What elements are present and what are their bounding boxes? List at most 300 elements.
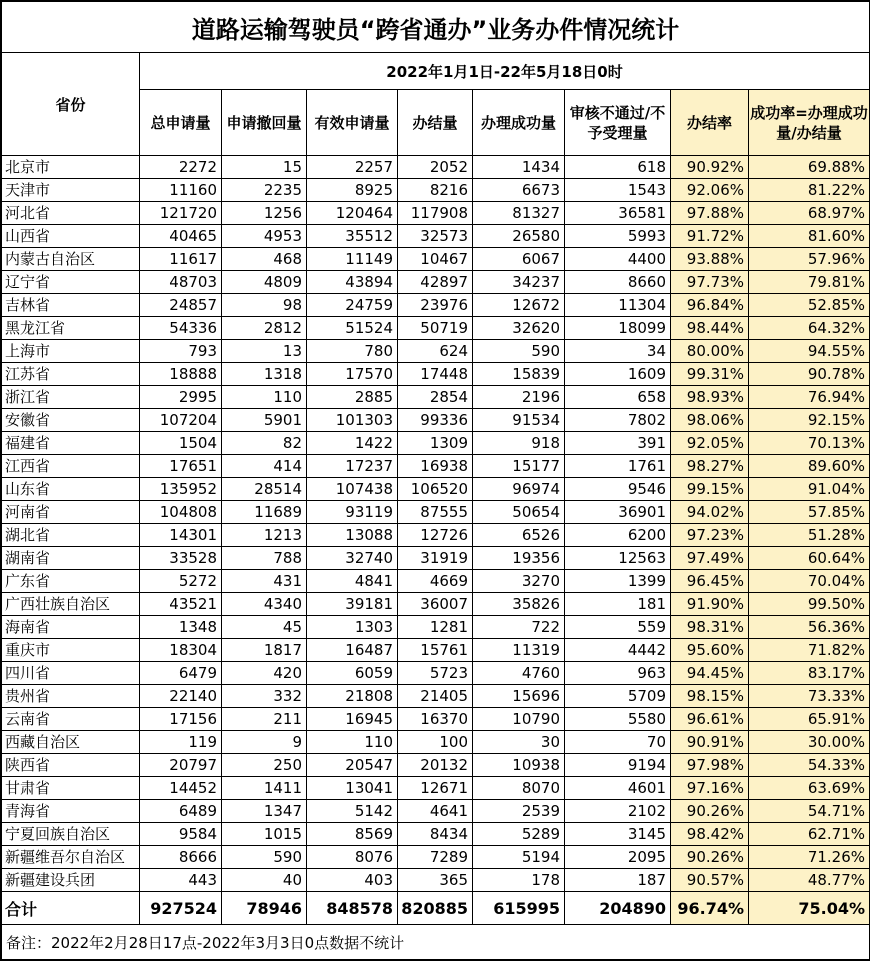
value-cell: 618 (565, 156, 671, 179)
value-cell: 15177 (473, 455, 565, 478)
value-cell: 76.94% (749, 386, 870, 409)
value-cell: 6200 (565, 524, 671, 547)
value-cell: 79.81% (749, 271, 870, 294)
value-cell: 4601 (565, 777, 671, 800)
value-cell: 468 (222, 248, 307, 271)
value-cell: 20797 (140, 754, 222, 777)
value-cell: 403 (307, 869, 398, 892)
value-cell: 8070 (473, 777, 565, 800)
value-cell: 8569 (307, 823, 398, 846)
value-cell: 6479 (140, 662, 222, 685)
value-cell: 106520 (398, 478, 473, 501)
total-label: 合计 (2, 892, 140, 925)
value-cell: 658 (565, 386, 671, 409)
value-cell: 21405 (398, 685, 473, 708)
value-cell: 4669 (398, 570, 473, 593)
table-row (2, 432, 870, 455)
value-cell: 48.77% (749, 869, 870, 892)
province-cell: 山东省 (2, 478, 140, 501)
value-cell: 98.31% (671, 616, 749, 639)
province-cell: 宁夏回族自治区 (2, 823, 140, 846)
value-cell: 43894 (307, 271, 398, 294)
value-cell: 1543 (565, 179, 671, 202)
value-cell: 91.72% (671, 225, 749, 248)
value-cell: 1347 (222, 800, 307, 823)
value-cell: 95.60% (671, 639, 749, 662)
value-cell: 99.31% (671, 363, 749, 386)
total-cell: 204890 (565, 892, 671, 925)
province-cell: 福建省 (2, 432, 140, 455)
value-cell: 98.42% (671, 823, 749, 846)
value-cell: 1213 (222, 524, 307, 547)
value-cell: 30 (473, 731, 565, 754)
table-row (2, 685, 870, 708)
value-cell: 722 (473, 616, 565, 639)
value-cell: 63.69% (749, 777, 870, 800)
province-cell: 重庆市 (2, 639, 140, 662)
value-cell: 590 (222, 846, 307, 869)
table-title: 道路运输驾驶员“跨省通办”业务办件情况统计 (2, 2, 870, 53)
table-row (2, 409, 870, 432)
value-cell: 96.84% (671, 294, 749, 317)
table-row (2, 800, 870, 823)
value-cell: 51524 (307, 317, 398, 340)
value-cell: 5993 (565, 225, 671, 248)
value-cell: 9 (222, 731, 307, 754)
value-cell: 91.04% (749, 478, 870, 501)
value-cell: 3145 (565, 823, 671, 846)
value-cell: 4809 (222, 271, 307, 294)
value-cell: 15 (222, 156, 307, 179)
value-cell: 9194 (565, 754, 671, 777)
value-cell: 135952 (140, 478, 222, 501)
value-cell: 31919 (398, 547, 473, 570)
value-cell: 90.78% (749, 363, 870, 386)
total-cell: 927524 (140, 892, 222, 925)
value-cell: 99.15% (671, 478, 749, 501)
value-cell: 100 (398, 731, 473, 754)
value-cell: 2235 (222, 179, 307, 202)
value-cell: 70 (565, 731, 671, 754)
value-cell: 2095 (565, 846, 671, 869)
value-cell: 107438 (307, 478, 398, 501)
value-cell: 4760 (473, 662, 565, 685)
value-cell: 101303 (307, 409, 398, 432)
value-cell: 119 (140, 731, 222, 754)
total-row (2, 892, 870, 925)
value-cell: 48703 (140, 271, 222, 294)
value-cell: 12726 (398, 524, 473, 547)
value-cell: 82 (222, 432, 307, 455)
value-cell: 19356 (473, 547, 565, 570)
table-row (2, 846, 870, 869)
value-cell: 69.88% (749, 156, 870, 179)
value-cell: 1411 (222, 777, 307, 800)
value-cell: 62.71% (749, 823, 870, 846)
value-cell: 6526 (473, 524, 565, 547)
value-cell: 7289 (398, 846, 473, 869)
value-cell: 1281 (398, 616, 473, 639)
table-row (2, 570, 870, 593)
value-cell: 36581 (565, 202, 671, 225)
value-cell: 110 (307, 731, 398, 754)
province-cell: 上海市 (2, 340, 140, 363)
value-cell: 97.49% (671, 547, 749, 570)
table-row (2, 248, 870, 271)
value-cell: 64.32% (749, 317, 870, 340)
value-cell: 5289 (473, 823, 565, 846)
value-cell: 98.44% (671, 317, 749, 340)
value-cell: 1609 (565, 363, 671, 386)
value-cell: 97.88% (671, 202, 749, 225)
value-cell: 11689 (222, 501, 307, 524)
value-cell: 26580 (473, 225, 565, 248)
value-cell: 18304 (140, 639, 222, 662)
value-cell: 4442 (565, 639, 671, 662)
value-cell: 54.33% (749, 754, 870, 777)
value-cell: 97.16% (671, 777, 749, 800)
value-cell: 94.45% (671, 662, 749, 685)
value-cell: 33528 (140, 547, 222, 570)
value-cell: 117908 (398, 202, 473, 225)
value-cell: 17237 (307, 455, 398, 478)
province-cell: 天津市 (2, 179, 140, 202)
value-cell: 13041 (307, 777, 398, 800)
value-cell: 12672 (473, 294, 565, 317)
province-cell: 江苏省 (2, 363, 140, 386)
value-cell: 94.55% (749, 340, 870, 363)
table-row (2, 455, 870, 478)
value-cell: 5723 (398, 662, 473, 685)
value-cell: 81.22% (749, 179, 870, 202)
province-cell: 陕西省 (2, 754, 140, 777)
total-cell: 96.74% (671, 892, 749, 925)
value-cell: 5194 (473, 846, 565, 869)
value-cell: 81.60% (749, 225, 870, 248)
value-cell: 36901 (565, 501, 671, 524)
value-cell: 4641 (398, 800, 473, 823)
value-cell: 6673 (473, 179, 565, 202)
value-cell: 1399 (565, 570, 671, 593)
province-cell: 江西省 (2, 455, 140, 478)
value-cell: 91.90% (671, 593, 749, 616)
value-cell: 83.17% (749, 662, 870, 685)
table-row (2, 754, 870, 777)
value-cell: 30.00% (749, 731, 870, 754)
province-cell: 湖南省 (2, 547, 140, 570)
value-cell: 1817 (222, 639, 307, 662)
province-cell: 吉林省 (2, 294, 140, 317)
value-cell: 1256 (222, 202, 307, 225)
value-cell: 18888 (140, 363, 222, 386)
value-cell: 8666 (140, 846, 222, 869)
value-cell: 97.98% (671, 754, 749, 777)
value-cell: 443 (140, 869, 222, 892)
value-cell: 60.64% (749, 547, 870, 570)
value-cell: 4340 (222, 593, 307, 616)
value-cell: 90.26% (671, 846, 749, 869)
value-cell: 91534 (473, 409, 565, 432)
value-cell: 5901 (222, 409, 307, 432)
table-row (2, 708, 870, 731)
value-cell: 918 (473, 432, 565, 455)
value-cell: 4953 (222, 225, 307, 248)
value-cell: 1761 (565, 455, 671, 478)
value-cell: 52.85% (749, 294, 870, 317)
province-cell: 辽宁省 (2, 271, 140, 294)
table-row (2, 616, 870, 639)
value-cell: 17156 (140, 708, 222, 731)
table-row (2, 363, 870, 386)
value-cell: 35512 (307, 225, 398, 248)
value-cell: 40465 (140, 225, 222, 248)
value-cell: 2539 (473, 800, 565, 823)
value-cell: 16945 (307, 708, 398, 731)
province-cell: 新疆建设兵团 (2, 869, 140, 892)
value-cell: 2812 (222, 317, 307, 340)
total-cell: 75.04% (749, 892, 870, 925)
value-cell: 107204 (140, 409, 222, 432)
header-completed: 办结量 (398, 90, 473, 156)
province-cell: 浙江省 (2, 386, 140, 409)
table-row (2, 823, 870, 846)
value-cell: 35826 (473, 593, 565, 616)
value-cell: 4400 (565, 248, 671, 271)
total-cell: 615995 (473, 892, 565, 925)
value-cell: 54336 (140, 317, 222, 340)
table-row (2, 202, 870, 225)
province-cell: 黑龙江省 (2, 317, 140, 340)
value-cell: 18099 (565, 317, 671, 340)
stats-table (1, 1, 870, 960)
value-cell: 93119 (307, 501, 398, 524)
header-success: 办理成功量 (473, 90, 565, 156)
value-cell: 3270 (473, 570, 565, 593)
table-row (2, 662, 870, 685)
value-cell: 250 (222, 754, 307, 777)
value-cell: 87555 (398, 501, 473, 524)
value-cell: 2854 (398, 386, 473, 409)
value-cell: 5142 (307, 800, 398, 823)
value-cell: 42897 (398, 271, 473, 294)
province-cell: 河南省 (2, 501, 140, 524)
value-cell: 120464 (307, 202, 398, 225)
value-cell: 93.88% (671, 248, 749, 271)
value-cell: 2257 (307, 156, 398, 179)
value-cell: 10790 (473, 708, 565, 731)
value-cell: 99336 (398, 409, 473, 432)
value-cell: 2885 (307, 386, 398, 409)
footnote: 备注：2022年2月28日17点-2022年3月3日0点数据不统计 (2, 925, 870, 960)
value-cell: 11617 (140, 248, 222, 271)
province-cell: 山西省 (2, 225, 140, 248)
value-cell: 793 (140, 340, 222, 363)
table-row (2, 593, 870, 616)
table-row (2, 386, 870, 409)
value-cell: 21808 (307, 685, 398, 708)
value-cell: 92.05% (671, 432, 749, 455)
value-cell: 57.96% (749, 248, 870, 271)
value-cell: 780 (307, 340, 398, 363)
value-cell: 90.26% (671, 800, 749, 823)
value-cell: 14301 (140, 524, 222, 547)
table-row (2, 225, 870, 248)
total-cell: 78946 (222, 892, 307, 925)
value-cell: 70.13% (749, 432, 870, 455)
header-total: 总申请量 (140, 90, 222, 156)
value-cell: 1348 (140, 616, 222, 639)
value-cell: 73.33% (749, 685, 870, 708)
value-cell: 624 (398, 340, 473, 363)
province-cell: 青海省 (2, 800, 140, 823)
value-cell: 32573 (398, 225, 473, 248)
value-cell: 7802 (565, 409, 671, 432)
total-cell: 848578 (307, 892, 398, 925)
value-cell: 6059 (307, 662, 398, 685)
value-cell: 90.92% (671, 156, 749, 179)
value-cell: 98.06% (671, 409, 749, 432)
value-cell: 20547 (307, 754, 398, 777)
value-cell: 68.97% (749, 202, 870, 225)
value-cell: 34237 (473, 271, 565, 294)
value-cell: 92.06% (671, 179, 749, 202)
table-row (2, 340, 870, 363)
value-cell: 1318 (222, 363, 307, 386)
value-cell: 32620 (473, 317, 565, 340)
table-row (2, 478, 870, 501)
value-cell: 11160 (140, 179, 222, 202)
value-cell: 121720 (140, 202, 222, 225)
header-completion-rate: 办结率 (671, 90, 749, 156)
value-cell: 10467 (398, 248, 473, 271)
value-cell: 20132 (398, 754, 473, 777)
value-cell: 13 (222, 340, 307, 363)
value-cell: 110 (222, 386, 307, 409)
province-cell: 云南省 (2, 708, 140, 731)
header-valid: 有效申请量 (307, 90, 398, 156)
value-cell: 8076 (307, 846, 398, 869)
province-cell: 四川省 (2, 662, 140, 685)
value-cell: 414 (222, 455, 307, 478)
table-row (2, 156, 870, 179)
total-cell: 820885 (398, 892, 473, 925)
value-cell: 34 (565, 340, 671, 363)
header-withdrawn: 申请撤回量 (222, 90, 307, 156)
value-cell: 8925 (307, 179, 398, 202)
value-cell: 24857 (140, 294, 222, 317)
value-cell: 2995 (140, 386, 222, 409)
value-cell: 590 (473, 340, 565, 363)
value-cell: 2052 (398, 156, 473, 179)
value-cell: 71.82% (749, 639, 870, 662)
value-cell: 15696 (473, 685, 565, 708)
value-cell: 11149 (307, 248, 398, 271)
value-cell: 1504 (140, 432, 222, 455)
value-cell: 332 (222, 685, 307, 708)
value-cell: 1422 (307, 432, 398, 455)
value-cell: 2196 (473, 386, 565, 409)
table-row (2, 524, 870, 547)
value-cell: 50719 (398, 317, 473, 340)
province-cell: 广西壮族自治区 (2, 593, 140, 616)
table-row (2, 501, 870, 524)
value-cell: 54.71% (749, 800, 870, 823)
value-cell: 16487 (307, 639, 398, 662)
value-cell: 17651 (140, 455, 222, 478)
value-cell: 32740 (307, 547, 398, 570)
value-cell: 365 (398, 869, 473, 892)
value-cell: 788 (222, 547, 307, 570)
table-row (2, 869, 870, 892)
value-cell: 65.91% (749, 708, 870, 731)
value-cell: 96974 (473, 478, 565, 501)
value-cell: 71.26% (749, 846, 870, 869)
value-cell: 43521 (140, 593, 222, 616)
province-cell: 贵州省 (2, 685, 140, 708)
province-cell: 广东省 (2, 570, 140, 593)
value-cell: 104808 (140, 501, 222, 524)
value-cell: 36007 (398, 593, 473, 616)
value-cell: 22140 (140, 685, 222, 708)
value-cell: 24759 (307, 294, 398, 317)
value-cell: 5580 (565, 708, 671, 731)
table-row (2, 179, 870, 202)
value-cell: 2272 (140, 156, 222, 179)
value-cell: 8660 (565, 271, 671, 294)
value-cell: 187 (565, 869, 671, 892)
value-cell: 9546 (565, 478, 671, 501)
value-cell: 1434 (473, 156, 565, 179)
value-cell: 98.15% (671, 685, 749, 708)
data-rows (2, 156, 870, 892)
header-rejected: 审核不通过/不予受理量 (565, 90, 671, 156)
value-cell: 40 (222, 869, 307, 892)
value-cell: 97.23% (671, 524, 749, 547)
table-row (2, 294, 870, 317)
value-cell: 90.57% (671, 869, 749, 892)
value-cell: 15761 (398, 639, 473, 662)
value-cell: 8434 (398, 823, 473, 846)
value-cell: 431 (222, 570, 307, 593)
value-cell: 11304 (565, 294, 671, 317)
value-cell: 51.28% (749, 524, 870, 547)
province-cell: 北京市 (2, 156, 140, 179)
date-range: 2022年1月1日-22年5月18日0时 (140, 53, 870, 90)
value-cell: 13088 (307, 524, 398, 547)
header-success-rate: 成功率=办理成功量/办结量 (749, 90, 870, 156)
value-cell: 96.45% (671, 570, 749, 593)
value-cell: 94.02% (671, 501, 749, 524)
value-cell: 1309 (398, 432, 473, 455)
value-cell: 12671 (398, 777, 473, 800)
province-cell: 甘肃省 (2, 777, 140, 800)
value-cell: 98.93% (671, 386, 749, 409)
value-cell: 10938 (473, 754, 565, 777)
value-cell: 39181 (307, 593, 398, 616)
value-cell: 70.04% (749, 570, 870, 593)
value-cell: 1015 (222, 823, 307, 846)
value-cell: 98.27% (671, 455, 749, 478)
table-row (2, 731, 870, 754)
value-cell: 6489 (140, 800, 222, 823)
value-cell: 50654 (473, 501, 565, 524)
value-cell: 8216 (398, 179, 473, 202)
value-cell: 15839 (473, 363, 565, 386)
value-cell: 5272 (140, 570, 222, 593)
value-cell: 56.36% (749, 616, 870, 639)
value-cell: 2102 (565, 800, 671, 823)
value-cell: 16370 (398, 708, 473, 731)
